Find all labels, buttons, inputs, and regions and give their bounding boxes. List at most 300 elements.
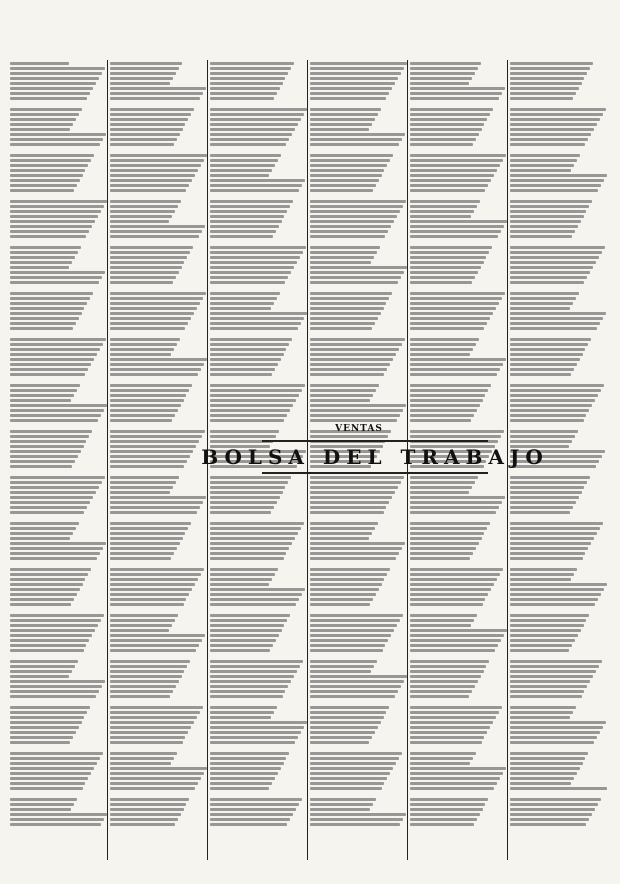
entry-gap (210, 286, 308, 290)
text-line (10, 823, 101, 826)
entry-gap (110, 240, 208, 244)
text-line (210, 133, 292, 136)
text-line (110, 660, 190, 663)
entry-gap (10, 148, 108, 152)
text-line (110, 77, 173, 80)
text-line (210, 435, 276, 438)
text-line (210, 511, 271, 514)
text-line (310, 665, 374, 668)
text-line (110, 690, 173, 693)
text-line (10, 394, 74, 397)
text-line (510, 414, 586, 417)
text-line (310, 133, 405, 136)
text-line (310, 695, 395, 698)
text-line (210, 757, 286, 760)
text-line (10, 138, 103, 141)
text-line (510, 762, 583, 765)
entry-gap (210, 516, 308, 520)
entry-gap (10, 746, 108, 750)
text-line (10, 716, 84, 719)
text-line (310, 67, 404, 70)
text-line (510, 363, 577, 366)
text-line (110, 92, 203, 95)
text-line (210, 481, 288, 484)
text-line (210, 419, 284, 422)
text-line (510, 568, 577, 571)
text-line (310, 246, 380, 249)
text-line (210, 368, 275, 371)
text-line (410, 281, 472, 284)
entry-gap (510, 194, 608, 198)
text-line (310, 363, 390, 366)
text-line (210, 506, 274, 509)
text-line (110, 762, 171, 765)
text-line (210, 823, 287, 826)
text-line (210, 603, 296, 606)
text-line (410, 634, 504, 637)
text-line (310, 588, 379, 591)
text-line (110, 174, 195, 177)
text-line (410, 803, 485, 806)
text-line (110, 307, 197, 310)
text-line (210, 731, 301, 734)
text-line (310, 675, 407, 678)
text-line (210, 358, 281, 361)
text-line (410, 644, 498, 647)
text-line (310, 159, 390, 162)
text-line (210, 486, 285, 489)
text-line (510, 660, 602, 663)
text-line (410, 787, 494, 790)
entry-gap (210, 148, 308, 152)
entry-gap (210, 654, 308, 658)
entry-gap (410, 102, 508, 106)
text-line (210, 87, 280, 90)
text-line (10, 169, 85, 172)
text-line (510, 292, 579, 295)
text-line (110, 343, 177, 346)
text-line (310, 317, 378, 320)
text-line (410, 757, 473, 760)
text-line (510, 695, 582, 698)
text-line (210, 706, 277, 709)
text-line (310, 414, 400, 417)
text-line (210, 230, 276, 233)
text-line (510, 409, 589, 412)
text-line (110, 614, 178, 617)
text-line (10, 348, 100, 351)
text-line (10, 210, 101, 213)
text-line (210, 261, 297, 264)
text-line (510, 164, 574, 167)
text-line (110, 568, 204, 571)
text-line (510, 169, 571, 172)
entry-gap (210, 332, 308, 336)
text-line (110, 338, 180, 341)
entry-gap (410, 562, 508, 566)
text-line (410, 680, 478, 683)
text-line (110, 537, 183, 540)
text-line (510, 373, 571, 376)
text-line (110, 455, 190, 458)
text-line (210, 542, 292, 545)
text-line (210, 639, 276, 642)
text-line (410, 97, 499, 100)
text-line (310, 419, 397, 422)
text-line (510, 368, 574, 371)
column-1 (10, 62, 108, 826)
entry-gap (310, 608, 408, 612)
text-line (310, 782, 384, 785)
text-line (510, 583, 607, 586)
entry-gap (510, 792, 608, 796)
text-line (110, 394, 186, 397)
text-line (410, 225, 504, 228)
text-line (110, 777, 201, 780)
text-line (10, 92, 90, 95)
text-line (10, 174, 83, 177)
text-line (110, 87, 206, 90)
text-line (110, 440, 199, 443)
text-line (210, 307, 271, 310)
text-line (10, 706, 90, 709)
text-line (10, 757, 100, 760)
text-line (10, 128, 70, 131)
text-line (410, 133, 479, 136)
text-line (310, 302, 386, 305)
text-line (510, 251, 602, 254)
text-line (110, 138, 177, 141)
text-line (110, 619, 175, 622)
text-line (10, 343, 103, 346)
text-line (10, 588, 80, 591)
text-line (510, 491, 582, 494)
text-line (410, 118, 487, 121)
text-line (510, 798, 601, 801)
text-line (210, 348, 286, 351)
text-line (10, 557, 97, 560)
text-line (10, 327, 73, 330)
text-line (310, 200, 406, 203)
text-line (510, 235, 572, 238)
entry-gap (510, 240, 608, 244)
text-line (110, 726, 191, 729)
text-line (410, 823, 474, 826)
text-line (110, 414, 175, 417)
text-line (210, 476, 291, 479)
text-line (110, 230, 202, 233)
text-line (510, 772, 577, 775)
text-line (110, 522, 191, 525)
text-line (510, 159, 577, 162)
text-line (110, 476, 179, 479)
text-line (310, 491, 395, 494)
text-line (310, 92, 389, 95)
text-line (10, 808, 71, 811)
text-line (10, 593, 77, 596)
text-line (310, 542, 405, 545)
text-line (110, 113, 191, 116)
text-line (10, 435, 89, 438)
text-line (510, 394, 598, 397)
text-line (310, 741, 369, 744)
entry-gap (110, 424, 208, 428)
text-line (410, 741, 482, 744)
text-line (210, 210, 287, 213)
text-line (510, 731, 600, 734)
entry-gap (10, 470, 108, 474)
text-line (110, 404, 181, 407)
entry-gap (110, 194, 208, 198)
text-line (210, 169, 272, 172)
text-line (410, 435, 501, 438)
text-line (510, 271, 590, 274)
text-line (310, 256, 374, 259)
text-line (110, 757, 174, 760)
text-line (10, 741, 70, 744)
text-line (410, 501, 502, 504)
text-line (410, 297, 502, 300)
text-line (510, 384, 604, 387)
text-line (510, 210, 586, 213)
text-line (510, 154, 580, 157)
text-line (510, 537, 594, 540)
text-line (210, 225, 279, 228)
entry-gap (210, 792, 308, 796)
text-line (10, 690, 99, 693)
text-line (310, 409, 403, 412)
text-line (110, 399, 184, 402)
entry-gap (10, 240, 108, 244)
text-line (210, 205, 290, 208)
text-line (510, 675, 593, 678)
text-line (10, 266, 69, 269)
text-line (210, 389, 302, 392)
text-line (510, 312, 606, 315)
text-line (110, 118, 188, 121)
entry-gap (10, 378, 108, 382)
text-line (310, 629, 394, 632)
text-line (10, 767, 94, 770)
text-line (510, 506, 573, 509)
text-line (310, 353, 396, 356)
text-line (410, 409, 477, 412)
text-line (310, 138, 402, 141)
entry-gap (510, 470, 608, 474)
text-line (310, 235, 385, 238)
text-line (310, 348, 399, 351)
text-line (110, 246, 193, 249)
text-line (310, 123, 372, 126)
text-line (310, 557, 396, 560)
text-line (110, 215, 172, 218)
text-line (510, 67, 590, 70)
text-line (10, 675, 69, 678)
text-line (110, 460, 187, 463)
text-line (310, 220, 394, 223)
text-line (410, 491, 469, 494)
text-line (410, 113, 490, 116)
text-line (10, 813, 107, 816)
text-line (10, 639, 89, 642)
text-line (10, 460, 75, 463)
text-line (210, 680, 291, 683)
text-line (210, 741, 295, 744)
text-line (110, 72, 176, 75)
text-line (10, 230, 89, 233)
text-line (10, 486, 99, 489)
text-line (510, 665, 599, 668)
text-line (510, 547, 588, 550)
text-line (310, 619, 400, 622)
text-line (210, 583, 269, 586)
text-line (210, 777, 275, 780)
text-line (510, 220, 581, 223)
text-line (410, 542, 479, 545)
text-line (510, 281, 584, 284)
text-line (210, 174, 269, 177)
text-line (110, 435, 202, 438)
text-line (310, 322, 375, 325)
text-line (510, 440, 572, 443)
text-line (10, 685, 102, 688)
text-line (10, 726, 79, 729)
text-line (310, 639, 388, 642)
text-line (310, 368, 387, 371)
text-line (110, 542, 180, 545)
text-line (10, 205, 104, 208)
text-line (410, 665, 486, 668)
text-line (10, 762, 97, 765)
text-line (410, 603, 483, 606)
text-line (10, 532, 73, 535)
entry-gap (10, 332, 108, 336)
text-line (10, 578, 85, 581)
text-line (110, 297, 203, 300)
entry-gap (310, 378, 408, 382)
text-line (310, 77, 398, 80)
text-line (210, 276, 288, 279)
banner-title: BOLSA DEL TRABAJO (201, 445, 549, 469)
text-line (410, 813, 480, 816)
entry-gap (410, 608, 508, 612)
text-line (110, 711, 200, 714)
text-line (110, 680, 179, 683)
text-line (510, 322, 600, 325)
entry-gap (110, 148, 208, 152)
text-line (410, 343, 476, 346)
text-line (10, 62, 69, 65)
text-line (10, 108, 82, 111)
text-line (310, 573, 387, 576)
text-line (10, 113, 79, 116)
column-6 (510, 62, 608, 826)
text-line (310, 532, 372, 535)
text-line (510, 767, 580, 770)
text-line (10, 82, 96, 85)
text-line (10, 200, 107, 203)
text-line (310, 726, 378, 729)
text-line (510, 72, 587, 75)
text-line (410, 184, 488, 187)
text-line (10, 404, 107, 407)
text-line (410, 77, 472, 80)
text-line (410, 251, 489, 254)
text-line (110, 154, 207, 157)
text-line (210, 394, 299, 397)
text-line (110, 430, 205, 433)
text-line (410, 639, 501, 642)
text-line (10, 353, 97, 356)
text-line (510, 706, 576, 709)
text-line (10, 506, 87, 509)
text-line (310, 711, 386, 714)
text-line (510, 77, 584, 80)
text-line (210, 399, 296, 402)
text-line (110, 624, 172, 627)
text-line (10, 373, 85, 376)
text-line (110, 486, 173, 489)
text-line (510, 246, 605, 249)
entry-gap (10, 286, 108, 290)
text-line (110, 583, 195, 586)
text-line (10, 363, 91, 366)
text-line (10, 670, 72, 673)
text-line (10, 455, 78, 458)
text-line (110, 450, 193, 453)
text-line (310, 813, 406, 816)
text-line (110, 409, 178, 412)
text-line (210, 803, 299, 806)
text-line (210, 322, 301, 325)
text-line (310, 312, 381, 315)
entry-gap (310, 700, 408, 704)
text-line (510, 430, 578, 433)
text-line (210, 685, 288, 688)
text-line (110, 736, 185, 739)
text-line (410, 92, 502, 95)
text-line (410, 593, 488, 596)
entry-gap (210, 562, 308, 566)
text-line (510, 128, 594, 131)
text-line (110, 133, 180, 136)
text-line (510, 184, 601, 187)
text-line (110, 184, 189, 187)
text-line (510, 644, 572, 647)
text-line (410, 486, 472, 489)
entry-gap (510, 424, 608, 428)
text-line (410, 552, 473, 555)
text-line (510, 716, 570, 719)
text-line (10, 419, 98, 422)
text-line (310, 486, 398, 489)
entry-gap (410, 792, 508, 796)
text-line (110, 67, 179, 70)
text-line (310, 496, 392, 499)
text-line (510, 670, 596, 673)
text-line (510, 741, 594, 744)
text-line (410, 384, 491, 387)
text-line (410, 414, 474, 417)
entry-gap (510, 654, 608, 658)
text-line (210, 665, 300, 668)
entry-gap (10, 654, 108, 658)
text-line (410, 230, 501, 233)
text-line (210, 256, 300, 259)
text-line (510, 634, 578, 637)
entry-gap (210, 424, 308, 428)
entry-gap (310, 332, 408, 336)
